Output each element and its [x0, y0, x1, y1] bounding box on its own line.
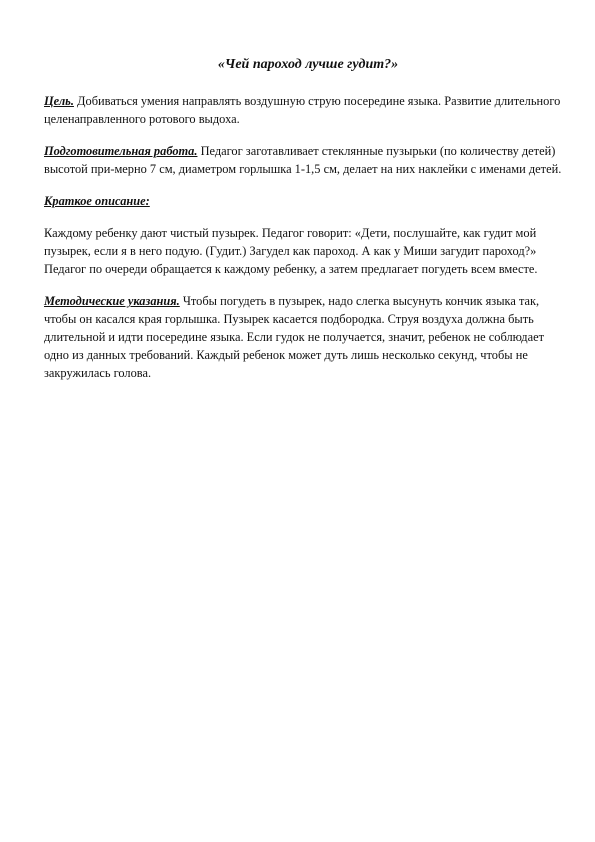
guidelines-text: Чтобы погудеть в пузырек, надо слегка высунуть кончик языка так, чтобы он касался края горлышка. Пузырек касается подбородка. Струя воздуха должна быть длительной и идти посередине языка. Если гудок не получается, значит, ребенок не соблюдает одно из данных требований. Каждый ребенок может дуть лишь несколько секунд, чтобы не закружилась голова. — [44, 294, 545, 380]
preparation-paragraph — [44, 142, 564, 178]
description-label: Краткое описание: — [44, 194, 150, 208]
guidelines-paragraph — [44, 292, 564, 382]
document-page — [44, 56, 564, 396]
document-title: «Чей пароход лучше гудит?» — [217, 57, 399, 72]
preparation-label: Подготовительная работа. — [44, 144, 198, 158]
goal-text: Добиваться умения направлять воздушную струю посередине языка. Развитие длительного целенаправленного ротового выдоха. — [44, 94, 561, 126]
preparation-text: Педагог заготавливает стеклянные пузырьки (по количеству детей) высотой при-мерно 7 см, диаметром горлышка 1-1,5 см, делает на них наклейки с именами детей. — [44, 144, 562, 176]
description-heading — [44, 192, 564, 210]
description-paragraph: Каждому ребенку дают чистый пузырек. Педагог говорит: «Дети, послушайте, как гудит мой пузырек, если я в него подую. (Гудит.) Загудел как пароход. А как у Миши загудит пароход?» Педагог по очереди обращается к каждому ребенку, а затем предлагает погудеть всем вместе. — [44, 226, 538, 276]
goal-paragraph — [44, 92, 564, 128]
guidelines-label: Методические указания. — [44, 294, 180, 308]
goal-label: Цель. — [44, 94, 74, 108]
